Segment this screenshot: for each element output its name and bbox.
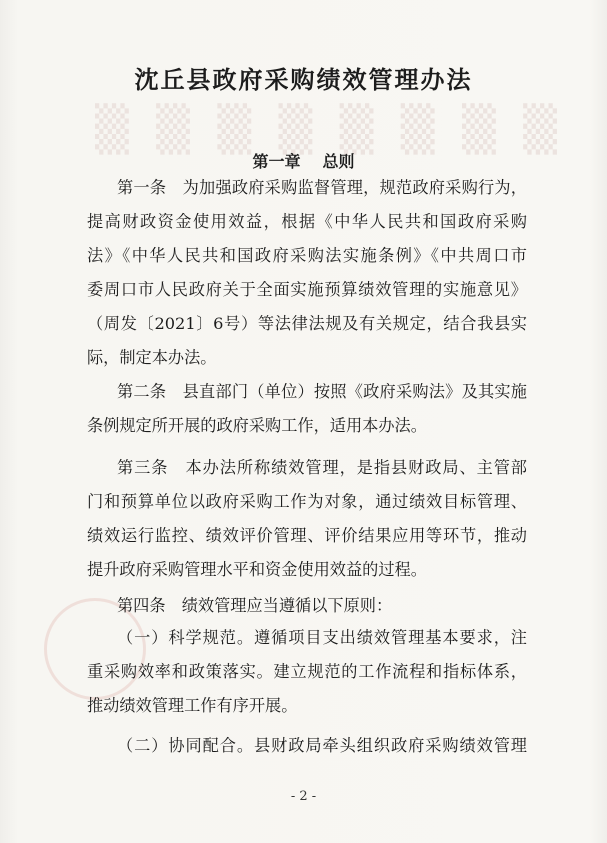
principle-1-line-1: （一）科学规范。遵循项目支出绩效管理基本要求，注 bbox=[117, 628, 527, 647]
document-title: 沈丘县政府采购绩效管理办法 bbox=[134, 65, 473, 94]
article-2-line-1: 第二条 县直部门（单位）按照《政府采购法》及其实施 bbox=[117, 382, 527, 401]
article-2-line-2: 条例规定所开展的政府采购工作，适用本办法。 bbox=[87, 416, 427, 435]
chapter-number: 第一章 bbox=[252, 152, 301, 171]
article-3-line-4: 提升政府采购管理水平和资金使用效益的过程。 bbox=[87, 560, 427, 579]
article-3-line-2: 门和预算单位以政府采购工作为对象，通过绩效目标管理、 bbox=[87, 492, 527, 511]
article-1-line-5: （周发〔2021〕6号）等法律法规及有关规定，结合我县实 bbox=[87, 314, 527, 333]
principle-2-line-1: （二）协同配合。县财政局牵头组织政府采购绩效管理 bbox=[117, 736, 527, 755]
article-1-line-6: 际，制定本办法。 bbox=[87, 348, 217, 367]
principle-1-line-2: 重采购效率和政策落实。建立规范的工作流程和指标体系， bbox=[87, 662, 527, 681]
article-4-line-1: 第四条 绩效管理应当遵循以下原则： bbox=[117, 596, 393, 615]
article-1-line-3: 法》《中华人民共和国政府采购法实施条例》《中共周口市 bbox=[87, 246, 527, 265]
article-1-line-1: 第一条 为加强政府采购监督管理，规范政府采购行为， bbox=[117, 178, 527, 197]
article-3-line-1: 第三条 本办法所称绩效管理，是指县财政局、主管部 bbox=[117, 458, 527, 477]
bleed-through-letterhead: ▒ ▒ ▒ ▒ ▒ ▒ ▒ ▒ bbox=[95, 104, 563, 155]
article-3-line-3: 绩效运行监控、绩效评价管理、评价结果应用等环节，推动 bbox=[87, 526, 527, 545]
principle-1-line-3: 推动绩效管理工作有序开展。 bbox=[87, 696, 298, 715]
chapter-heading bbox=[0, 149, 607, 172]
chapter-name: 总则 bbox=[322, 152, 355, 171]
page-number: - 2 - bbox=[290, 789, 317, 804]
article-1-line-2: 提高财政资金使用效益，根据《中华人民共和国政府采购 bbox=[87, 212, 527, 231]
article-1-line-4: 委周口市人民政府关于全面实施预算绩效管理的实施意见》 bbox=[87, 280, 527, 299]
